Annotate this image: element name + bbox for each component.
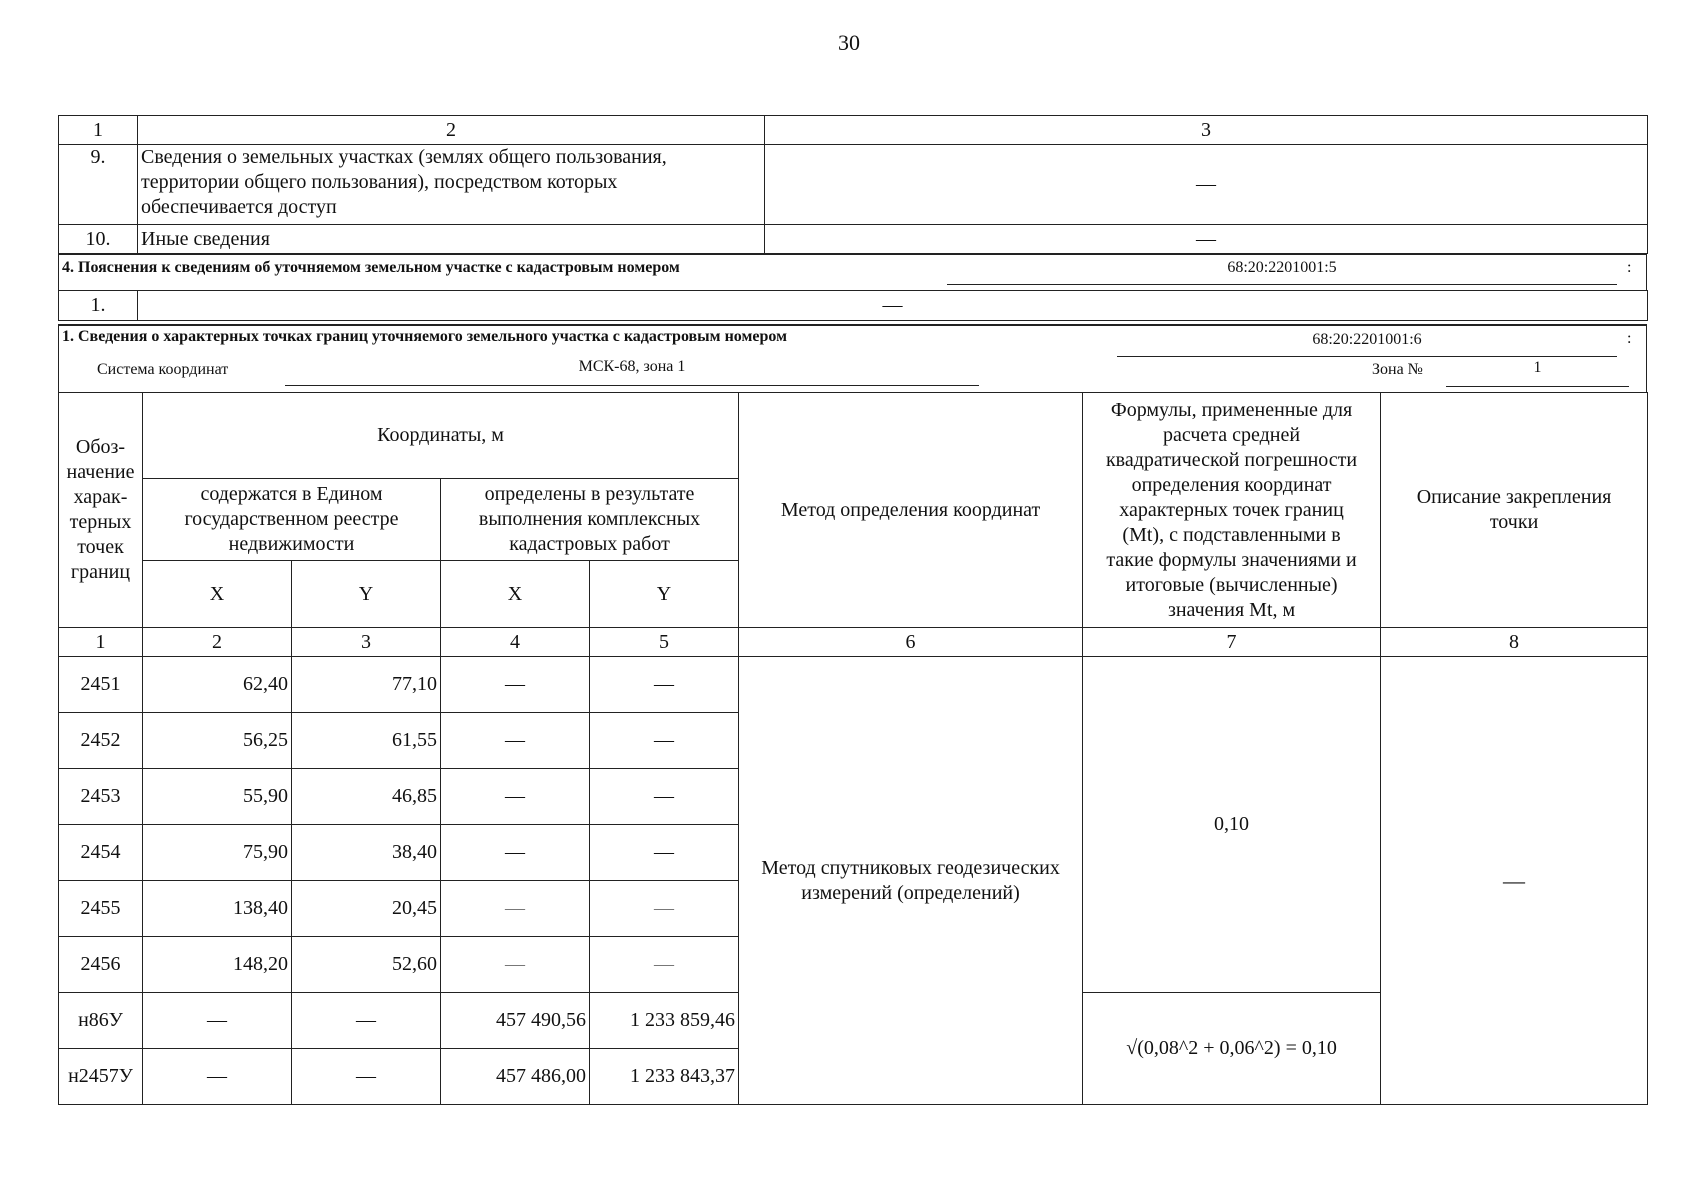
header-line: характерных точек границ — [1119, 498, 1344, 521]
y-works: — — [590, 713, 739, 769]
column-number: 2 — [143, 628, 292, 657]
x-works: — — [441, 825, 590, 881]
y-works-header: Y — [590, 561, 739, 628]
description-line: территории общего пользования), посредством которых — [141, 171, 618, 193]
method-header: Метод определения координат — [739, 393, 1083, 628]
upper-header-2: 2 — [138, 116, 765, 145]
header-line: содержатся в Едином — [200, 483, 383, 505]
point-id: 2451 — [59, 657, 143, 713]
y-works: — — [590, 825, 739, 881]
point-id: 2455 — [59, 881, 143, 937]
header-line: государственном реестре — [184, 508, 399, 530]
x-works: 457 486,00 — [441, 1049, 590, 1105]
section1-title: 1. Сведения о характерных точках границ уточняемого земельного участка с кадастровым номером — [62, 328, 787, 345]
point-id: 2456 — [59, 937, 143, 993]
header-line: определены в результате — [484, 483, 695, 505]
column-number: 7 — [1083, 628, 1381, 657]
section4-title: 4. Пояснения к сведениям об уточняемом земельном участке с кадастровым номером — [62, 259, 680, 276]
point-id: н2457У — [59, 1049, 143, 1105]
zone-value: 1 — [1446, 359, 1629, 387]
upper-row-10 — [59, 225, 1648, 254]
works-header — [441, 479, 739, 561]
y-egrn: 52,60 — [292, 937, 441, 993]
page-number: 30 — [838, 30, 860, 55]
y-works: 1 233 859,46 — [590, 993, 739, 1049]
y-egrn: 46,85 — [292, 769, 441, 825]
coord-system-label: Система координат — [97, 361, 229, 378]
fixation-cell: — — [1381, 657, 1648, 1105]
header-line: границ — [70, 561, 131, 583]
description-line: обеспечивается доступ — [141, 196, 337, 218]
column-number: 6 — [739, 628, 1083, 657]
fixation-header — [1381, 393, 1648, 628]
column-number: 1 — [59, 628, 143, 657]
y-works: — — [590, 769, 739, 825]
y-egrn: — — [292, 1049, 441, 1105]
point-id: н86У — [59, 993, 143, 1049]
coord-system-value: МСК-68, зона 1 — [285, 358, 979, 386]
section4-colon: : — [1627, 259, 1632, 276]
upper-header-row — [59, 116, 1648, 145]
method-line: измерений (определений) — [801, 881, 1020, 904]
header-line: точки — [1489, 511, 1539, 533]
coordinates-header: Координаты, м — [143, 393, 739, 479]
row-value: — — [765, 145, 1648, 225]
section1-cadastral-number: 68:20:2201001:6 — [1117, 331, 1617, 357]
y-egrn-header: Y — [292, 561, 441, 628]
x-works: — — [441, 881, 590, 937]
x-works: — — [441, 769, 590, 825]
header-line: начение — [66, 461, 135, 483]
x-egrn-header: X — [143, 561, 292, 628]
row-value: — — [765, 225, 1648, 254]
y-egrn: 61,55 — [292, 713, 441, 769]
y-egrn: — — [292, 993, 441, 1049]
row-value: — — [138, 291, 1648, 321]
header-line: такие формулы значениями и — [1106, 548, 1357, 571]
x-egrn: 62,40 — [143, 657, 292, 713]
row-number: 9. — [59, 145, 138, 225]
method-line: Метод спутниковых геодезических — [761, 856, 1060, 879]
column-number: 5 — [590, 628, 739, 657]
x-works: 457 490,56 — [441, 993, 590, 1049]
method-cell — [739, 657, 1083, 1105]
header-line: выполнения комплексных — [478, 508, 701, 530]
header-line: (Mt), с подставленными в — [1122, 523, 1341, 546]
header-row-1 — [59, 393, 1648, 479]
y-works: — — [590, 657, 739, 713]
header-line: определения координат — [1131, 473, 1332, 496]
x-works: — — [441, 657, 590, 713]
zone-label: Зона № — [1372, 361, 1423, 378]
mt-value-cell: 0,10 — [1083, 657, 1381, 993]
column-number-row — [59, 628, 1648, 657]
upper-table — [58, 115, 1648, 254]
section4-cadastral-number: 68:20:2201001:5 — [947, 259, 1617, 285]
upper-header-3: 3 — [765, 116, 1648, 145]
x-works: — — [441, 937, 590, 993]
header-line: точек — [77, 536, 124, 558]
point-designation-header — [59, 393, 143, 628]
x-egrn: — — [143, 993, 292, 1049]
header-line: значения Mt, м — [1167, 598, 1296, 621]
upper-header-1: 1 — [59, 116, 138, 145]
header-line: итоговые (вычисленные) — [1125, 573, 1338, 596]
header-line: терных — [69, 511, 132, 533]
x-egrn: — — [143, 1049, 292, 1105]
x-works: — — [441, 713, 590, 769]
y-egrn: 77,10 — [292, 657, 441, 713]
header-line: квадратической погрешности — [1105, 448, 1358, 471]
y-works: — — [590, 937, 739, 993]
y-works: 1 233 843,37 — [590, 1049, 739, 1105]
description-line: Сведения о земельных участках (землях общего пользования, — [141, 146, 667, 168]
point-id: 2452 — [59, 713, 143, 769]
header-line: Обоз- — [75, 436, 126, 458]
coordinates-table — [58, 392, 1648, 1105]
x-egrn: 75,90 — [143, 825, 292, 881]
point-id: 2453 — [59, 769, 143, 825]
mt-formula-cell: √(0,08^2 + 0,06^2) = 0,10 — [1083, 993, 1381, 1105]
y-egrn: 38,40 — [292, 825, 441, 881]
row-number: 10. — [59, 225, 138, 254]
section4-row — [59, 291, 1648, 321]
row-description — [138, 145, 765, 225]
egrn-header — [143, 479, 441, 561]
header-line: харак- — [73, 486, 128, 508]
header-line: расчета средней — [1162, 423, 1301, 446]
header-line: Описание закрепления — [1416, 486, 1612, 508]
column-number: 3 — [292, 628, 441, 657]
section4-table — [58, 290, 1648, 321]
header-line: недвижимости — [228, 533, 355, 555]
point-id: 2454 — [59, 825, 143, 881]
formula-header — [1083, 393, 1381, 628]
upper-row-9 — [59, 145, 1648, 225]
header-line: Формулы, примененные для — [1110, 398, 1353, 421]
column-number: 4 — [441, 628, 590, 657]
section1-header — [58, 324, 1647, 393]
y-egrn: 20,45 — [292, 881, 441, 937]
x-egrn: 56,25 — [143, 713, 292, 769]
column-number: 8 — [1381, 628, 1648, 657]
x-egrn: 138,40 — [143, 881, 292, 937]
header-line: кадастровых работ — [509, 533, 670, 555]
row-description: Иные сведения — [138, 225, 765, 254]
section1-colon: : — [1627, 330, 1632, 347]
x-works-header: X — [441, 561, 590, 628]
table-row — [59, 657, 1648, 713]
x-egrn: 55,90 — [143, 769, 292, 825]
y-works: — — [590, 881, 739, 937]
row-number: 1. — [59, 291, 138, 321]
x-egrn: 148,20 — [143, 937, 292, 993]
section4-header — [58, 253, 1647, 291]
